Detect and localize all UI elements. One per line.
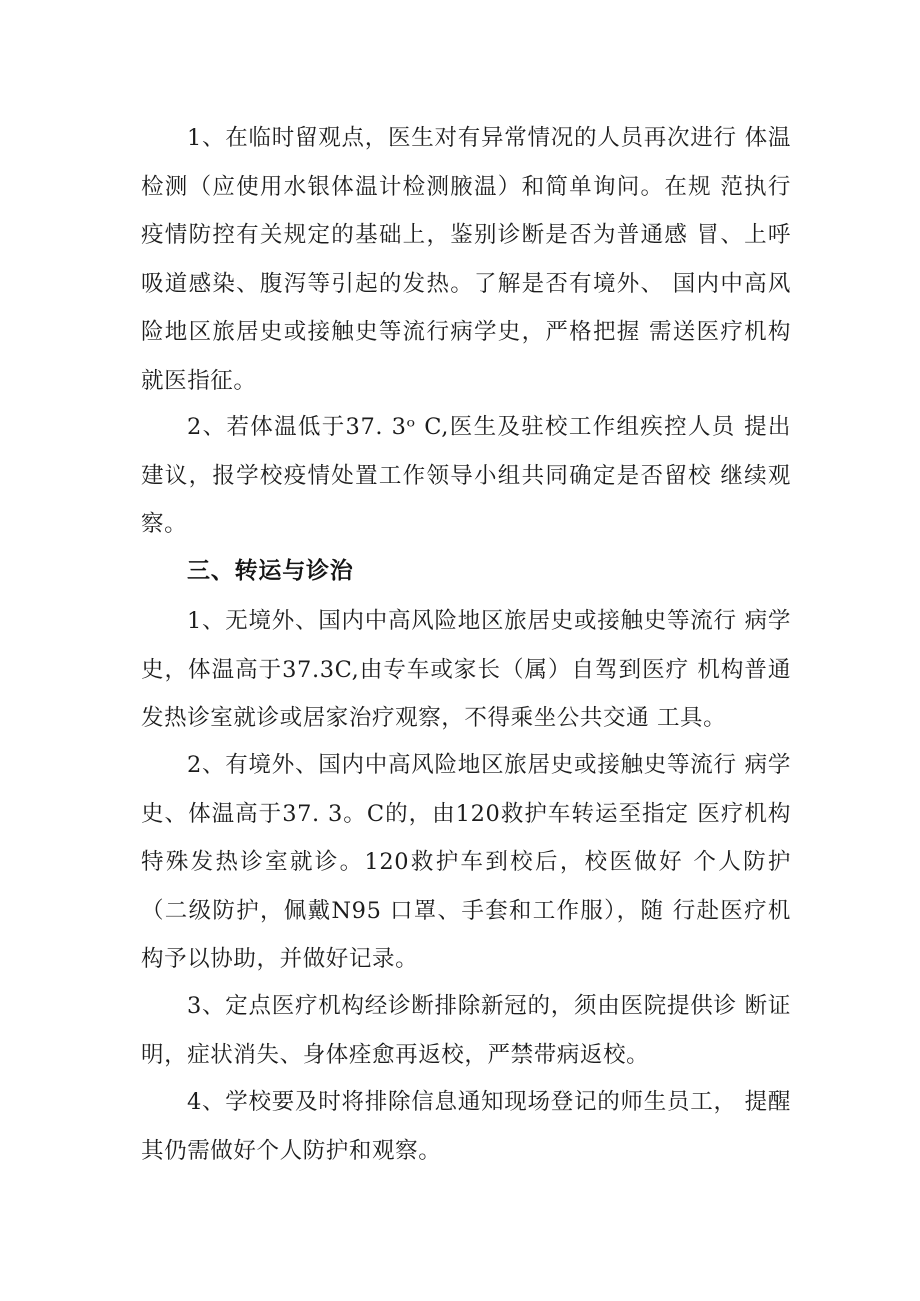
paragraph-low-temperature-decision: 2、若体温低于37. 3ᵒ C,医生及驻校工作组疾控人员 提出建议，报学校疫情处置工作领导小组共同确定是否留校 继续观察。 <box>141 414 791 537</box>
paragraph-no-risk-history-transfer: 1、无境外、国内中高风险地区旅居史或接触史等流行 病学史，体温高于37.3C,由专车或家长（属）自驾到医疗 机构普通发热诊室就诊或居家治疗观察，不得乘坐公共交通 工具。 <box>141 608 791 731</box>
paragraph-return-to-school: 3、定点医疗机构经诊断排除新冠的，须由医院提供诊 断证明，症状消失、身体痊愈再返校，严禁带病返校。 <box>141 993 791 1068</box>
paragraph-risk-history-ambulance: 2、有境外、国内中高风险地区旅居史或接触史等流行 病学史、体温高于37. 3。C的，由120救护车转运至指定 医疗机构特殊发热诊室就诊。120救护车到校后，校医做好 个人防护（二级防护，佩戴N95 口罩、手套和工作服），随 行赴医疗机构予以协助，并做好记录。 <box>141 752 791 972</box>
paragraph-temperature-recheck: 1、在临时留观点，医生对有异常情况的人员再次进行 体温检测（应使用水银体温计检测腋温）和简单询问。在规 范执行疫情防控有关规定的基础上，鉴别诊断是否为普通感 冒、上呼吸道感染、腹泻等引起的发热。了解是否有境外、 国内中高风险地区旅居史或接触史等流行病学史，严格把握 需送医疗机构就医指征。 <box>141 125 791 394</box>
section-heading-transfer-treatment: 三、转运与诊治 <box>187 558 354 584</box>
paragraph-notify-staff: 4、学校要及时将排除信息通知现场登记的师生员工， 提醒其仍需做好个人防护和观察。 <box>141 1089 791 1164</box>
